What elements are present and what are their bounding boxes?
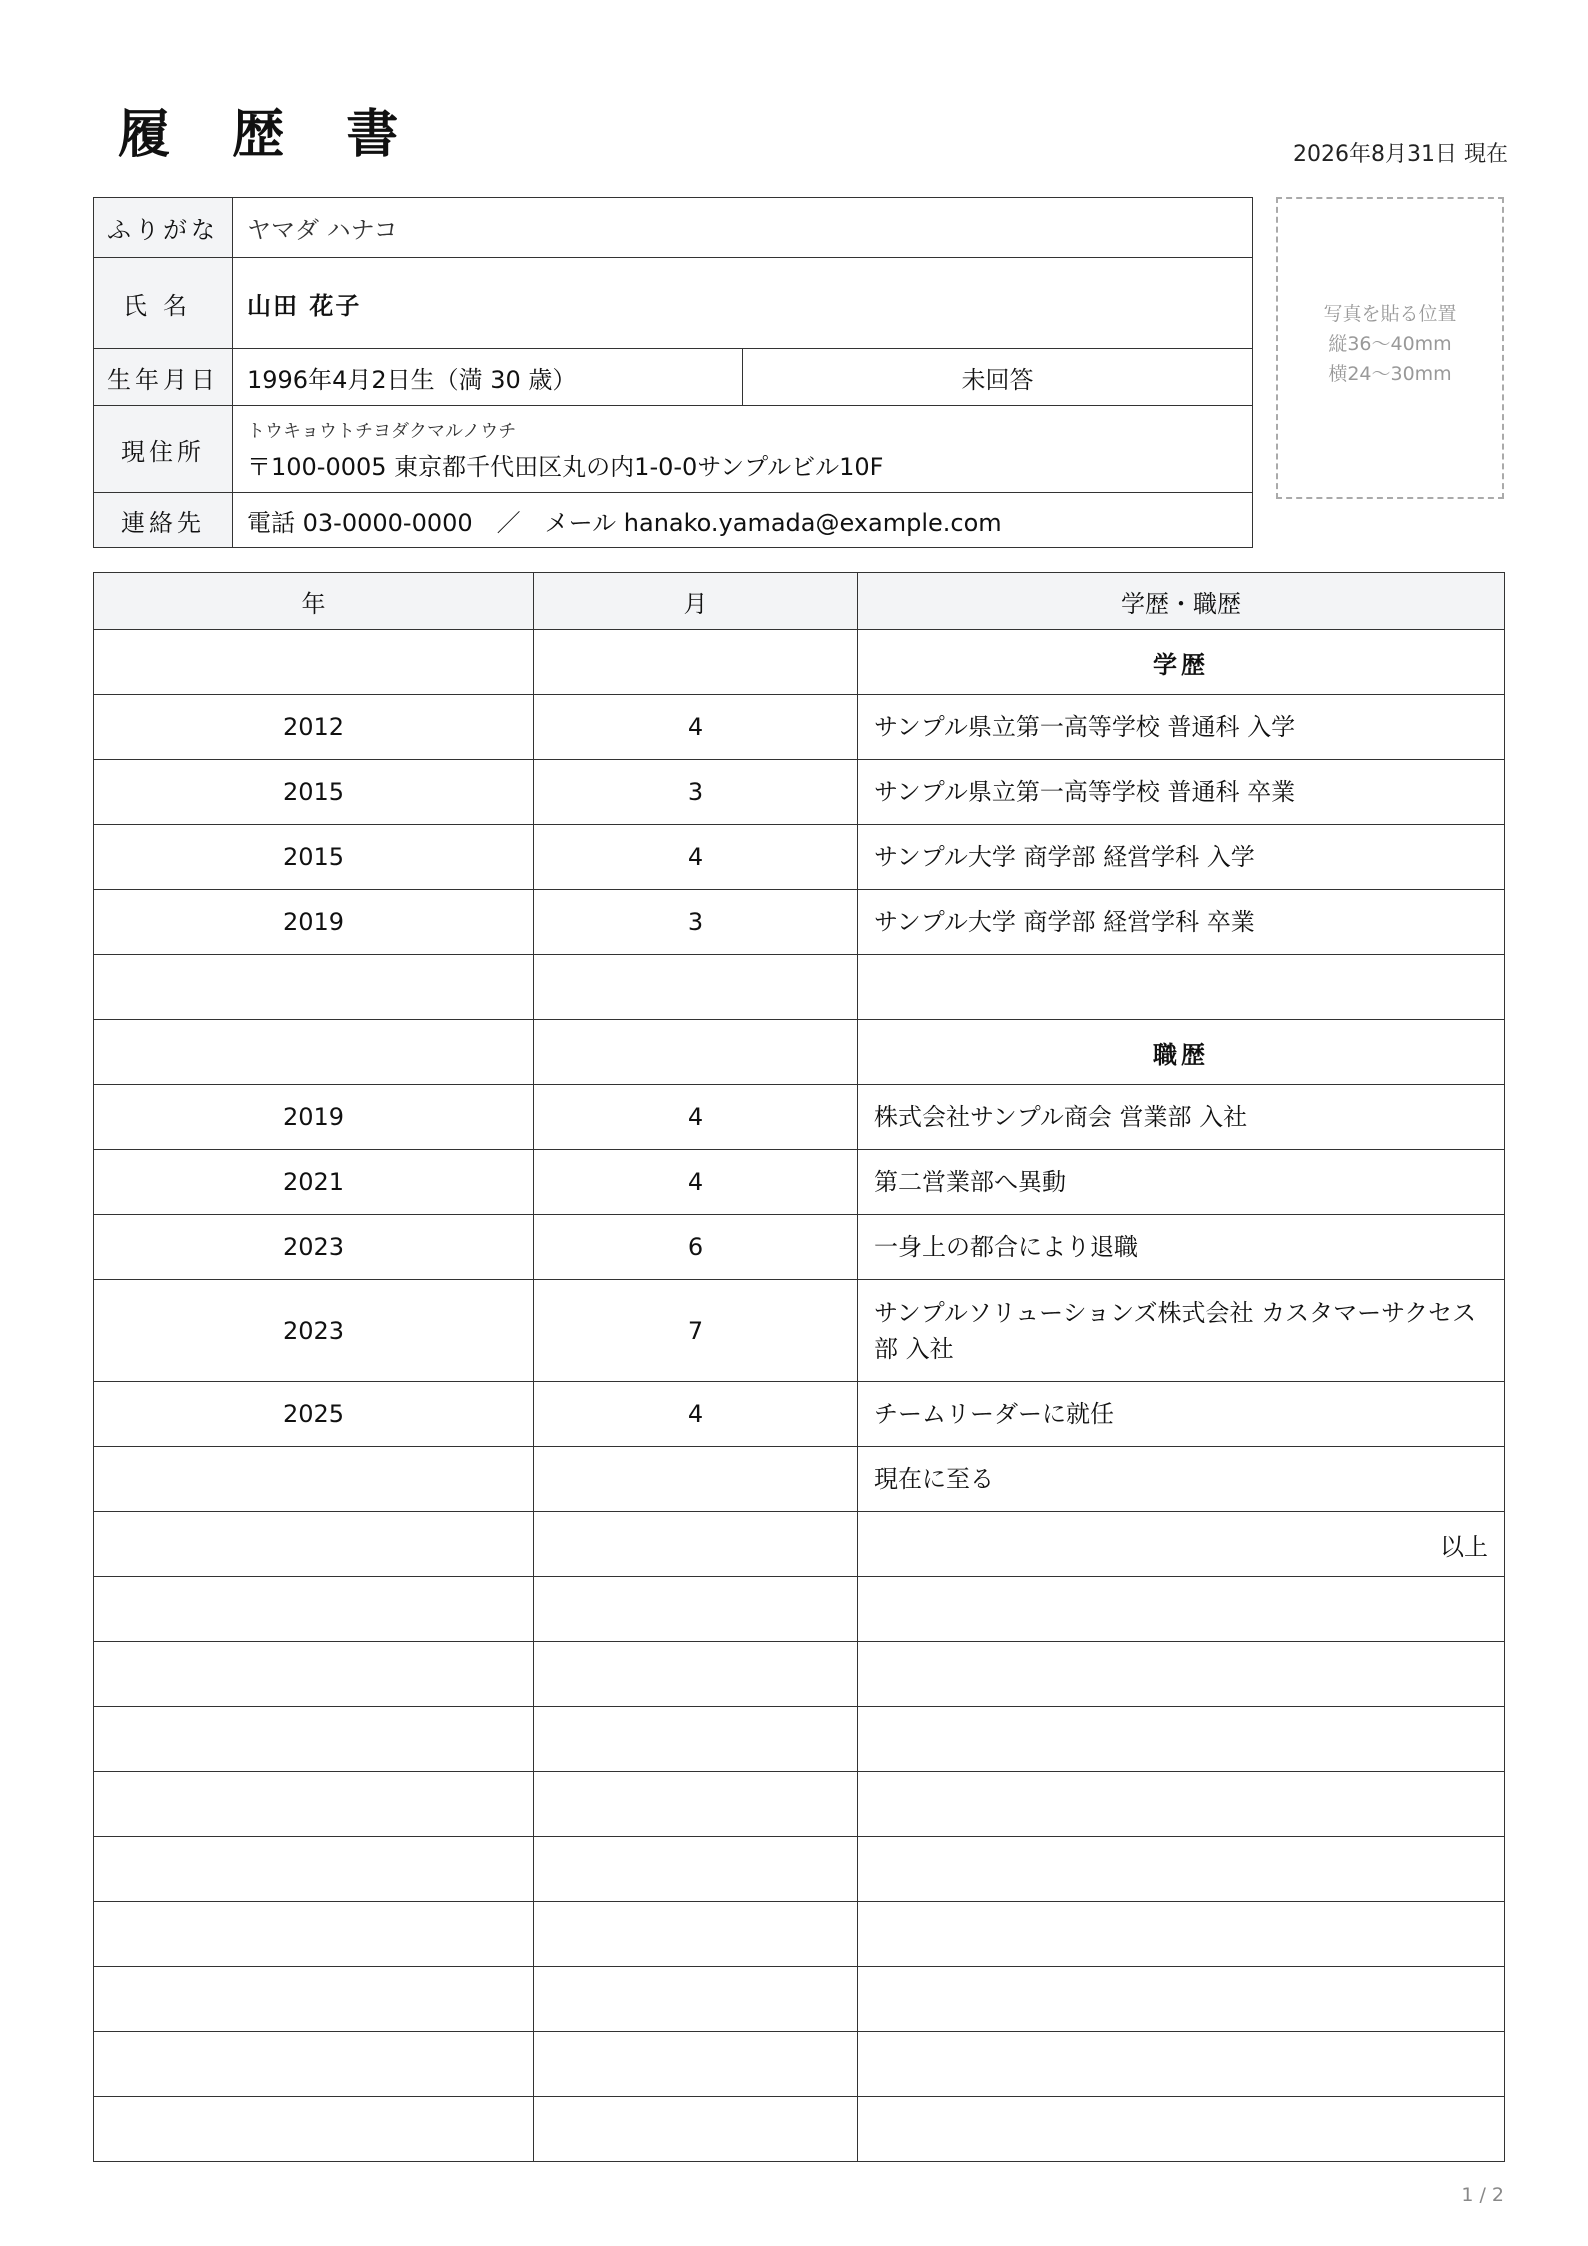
history-row: [94, 1447, 1505, 1512]
history-row: [94, 695, 1505, 760]
item-cell: チームリーダーに就任: [858, 1382, 1505, 1447]
month-cell: [534, 1642, 858, 1707]
address-row: [94, 406, 1253, 493]
month-cell: [534, 630, 858, 695]
item-cell: 以上: [858, 1512, 1505, 1577]
history-row: [94, 1577, 1505, 1642]
as-of-date: 2026年8月31日 現在: [1293, 142, 1508, 167]
photo-text-3: 横24〜30mm: [1328, 363, 1452, 385]
month-cell: [534, 1512, 858, 1577]
year-cell: [94, 2032, 534, 2097]
item-cell: [858, 955, 1505, 1020]
item-cell: [858, 1772, 1505, 1837]
history-row: [94, 760, 1505, 825]
month-cell: [534, 1967, 858, 2032]
year-cell: 2015: [94, 760, 534, 825]
history-row: [94, 1967, 1505, 2032]
month-cell: 7: [534, 1280, 858, 1382]
month-header: 月: [534, 573, 858, 630]
history-row: [94, 1215, 1505, 1280]
item-cell: 現在に至る: [858, 1447, 1505, 1512]
month-cell: 3: [534, 760, 858, 825]
history-row: [94, 1837, 1505, 1902]
month-cell: [534, 955, 858, 1020]
year-cell: 2021: [94, 1150, 534, 1215]
item-cell: 第二営業部へ異動: [858, 1150, 1505, 1215]
history-row: [94, 1707, 1505, 1772]
year-cell: [94, 1837, 534, 1902]
item-cell: 株式会社サンプル商会 営業部 入社: [858, 1085, 1505, 1150]
item-cell: サンプルソリューションズ株式会社 カスタマーサクセス部 入社: [858, 1280, 1505, 1382]
photo-text-1: 写真を貼る位置: [1323, 303, 1457, 325]
year-cell: 2023: [94, 1215, 534, 1280]
item-cell: [858, 1642, 1505, 1707]
history-table: [93, 572, 1505, 2162]
history-row: [94, 955, 1505, 1020]
year-header: 年: [94, 573, 534, 630]
year-cell: 2023: [94, 1280, 534, 1382]
month-cell: 4: [534, 1085, 858, 1150]
document-title: 履 歴 書: [118, 105, 421, 165]
year-cell: [94, 1577, 534, 1642]
photo-text-2: 縦36〜40mm: [1328, 333, 1452, 355]
month-cell: [534, 1447, 858, 1512]
year-cell: [94, 1447, 534, 1512]
birth-row: [94, 349, 1253, 406]
year-cell: [94, 1902, 534, 1967]
month-cell: 4: [534, 1382, 858, 1447]
history-header-row: [94, 573, 1505, 630]
birth-value: 1996年4月2日生（満 30 歳）: [233, 349, 743, 406]
year-cell: [94, 1707, 534, 1772]
year-cell: [94, 1020, 534, 1085]
month-cell: 4: [534, 1150, 858, 1215]
history-row: [94, 1085, 1505, 1150]
year-cell: [94, 1772, 534, 1837]
year-cell: 2019: [94, 890, 534, 955]
month-cell: [534, 2032, 858, 2097]
year-cell: [94, 1642, 534, 1707]
item-cell: [858, 1967, 1505, 2032]
furigana-row: [94, 198, 1253, 258]
month-cell: [534, 2097, 858, 2162]
photo-placeholder: [1276, 197, 1504, 499]
furigana-label: ふりがな: [94, 198, 233, 258]
history-body: [94, 630, 1505, 2162]
history-row: [94, 1642, 1505, 1707]
address-kana: トウキョウトチヨダクマルノウチ: [247, 420, 517, 442]
year-cell: [94, 630, 534, 695]
profile-table: [93, 197, 1253, 548]
history-row: [94, 1902, 1505, 1967]
item-cell: 学歴: [858, 630, 1505, 695]
year-cell: 2015: [94, 825, 534, 890]
history-row: [94, 890, 1505, 955]
item-cell: [858, 2032, 1505, 2097]
month-cell: [534, 1902, 858, 1967]
item-cell: サンプル県立第一高等学校 普通科 入学: [858, 695, 1505, 760]
month-cell: 3: [534, 890, 858, 955]
history-row: [94, 1150, 1505, 1215]
item-cell: [858, 1707, 1505, 1772]
gender-value: 未回答: [743, 349, 1253, 406]
item-cell: [858, 1577, 1505, 1642]
birth-label: 生年月日: [94, 349, 233, 406]
item-cell: [858, 1902, 1505, 1967]
year-cell: 2019: [94, 1085, 534, 1150]
item-cell: 一身上の都合により退職: [858, 1215, 1505, 1280]
name-value: 山田 花子: [233, 258, 1253, 349]
history-row: [94, 1772, 1505, 1837]
year-cell: [94, 1967, 534, 2032]
name-row: [94, 258, 1253, 349]
address-label: 現住所: [94, 406, 233, 493]
address-value: 〒100-0005 東京都千代田区丸の内1-0-0サンプルビル10F: [247, 452, 884, 481]
month-cell: 4: [534, 695, 858, 760]
item-cell: [858, 1837, 1505, 1902]
item-cell: [858, 2097, 1505, 2162]
month-cell: 4: [534, 825, 858, 890]
furigana-value: ヤマダ ハナコ: [233, 198, 1253, 258]
year-cell: [94, 2097, 534, 2162]
item-cell: サンプル県立第一高等学校 普通科 卒業: [858, 760, 1505, 825]
month-cell: [534, 1772, 858, 1837]
year-cell: 2025: [94, 1382, 534, 1447]
history-row: [94, 1382, 1505, 1447]
item-header: 学歴・職歴: [858, 573, 1505, 630]
history-row: [94, 630, 1505, 695]
year-cell: [94, 1512, 534, 1577]
month-cell: [534, 1707, 858, 1772]
page-number: 1 / 2: [1461, 2184, 1504, 2206]
history-row: [94, 2032, 1505, 2097]
history-row: [94, 1020, 1505, 1085]
month-cell: [534, 1020, 858, 1085]
item-cell: サンプル大学 商学部 経営学科 卒業: [858, 890, 1505, 955]
item-cell: サンプル大学 商学部 経営学科 入学: [858, 825, 1505, 890]
month-cell: [534, 1577, 858, 1642]
month-cell: 6: [534, 1215, 858, 1280]
history-row: [94, 1512, 1505, 1577]
item-cell: 職歴: [858, 1020, 1505, 1085]
contact-value: 電話 03-0000-0000 ／ メール hanako.yamada@example.com: [233, 493, 1253, 548]
contact-row: [94, 493, 1253, 548]
address-cell: [233, 406, 1253, 493]
year-cell: [94, 955, 534, 1020]
year-cell: 2012: [94, 695, 534, 760]
name-label: 氏名: [94, 258, 233, 349]
history-row: [94, 2097, 1505, 2162]
month-cell: [534, 1837, 858, 1902]
contact-label: 連絡先: [94, 493, 233, 548]
history-row: [94, 825, 1505, 890]
history-row: [94, 1280, 1505, 1382]
